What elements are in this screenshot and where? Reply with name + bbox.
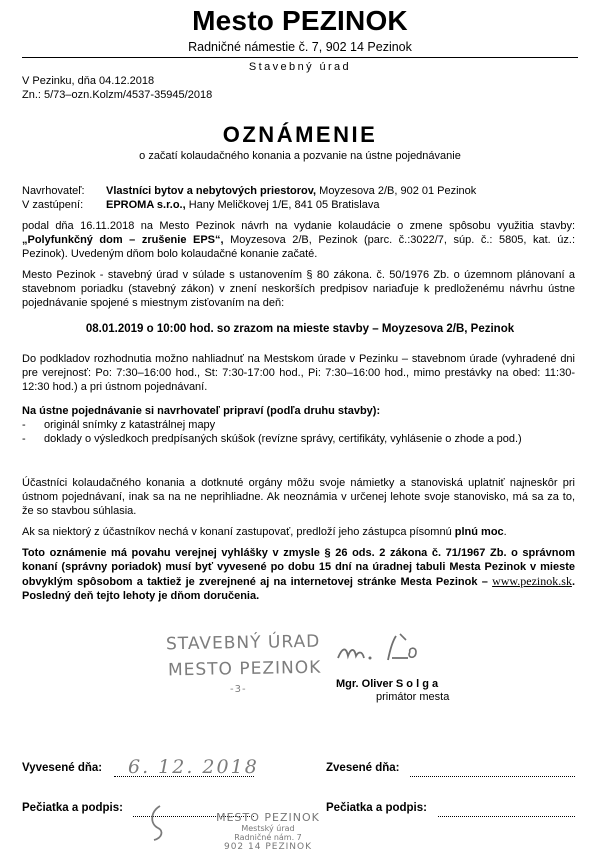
- municipality-stamp-line2: Mestský úrad: [241, 824, 295, 833]
- paragraph-application-text-end: Moyzesova 2/B, Pezinok (parc. č.:3022/7, súp. č.: 5805, kat. úz.: Pezinok). Uvedeným dňom bolo kolaudačné konanie začaté.: [22, 234, 576, 260]
- representative-name: EPROMA s.r.o.,: [106, 199, 186, 211]
- paragraph-legal-basis: Mesto Pezinok - stavebný úrad v súlade s ustanovením § 80 zákona. č. 50/1976 Zb. o územnom plánovaní a stavebnom poriadku (stavebný zákon) v znení neskorších predpisov nariaďuje k predloženému návrhu ústne pojednávanie spojené s miestnym zisťovaním na deň:: [22, 269, 575, 309]
- reference-number: Zn.: 5/73–ozn.Kolzm/4537-35945/2018: [22, 89, 213, 101]
- posted-date-handwritten: 6. 12. 2018: [128, 756, 259, 778]
- office-stamp-line1: STAVEBNÝ ÚRAD: [165, 631, 321, 655]
- municipality-stamp: [214, 807, 322, 851]
- posting-signature-icon: [140, 798, 200, 842]
- header-divider: [22, 57, 578, 58]
- paragraph-representation-text: Ak sa niektorý z účastníkov nechá v konaní zastupovať, predloží jeho zástupca písomnú: [22, 526, 455, 538]
- date-line: V Pezinku, dňa 04.12.2018: [22, 75, 155, 87]
- website-link[interactable]: www.pezinok.sk: [492, 574, 572, 588]
- representative-row: [22, 198, 380, 212]
- office-stamp-line3: -3-: [230, 684, 247, 695]
- representative-label: V zastúpení:: [22, 199, 84, 211]
- requirements-heading: Na ústne pojednávanie si navrhovateľ pripraví (podľa druhu stavby):: [22, 405, 381, 417]
- municipality-title: Mesto PEZINOK: [192, 5, 408, 36]
- stamp-signature-label-right: Pečiatka a podpis:: [326, 802, 427, 814]
- paragraph-application: [22, 219, 575, 261]
- paragraph-representation-end: .: [503, 526, 507, 538]
- notice-subtitle: o začatí kolaudačného konania a pozvanie na ústne pojednávanie: [139, 150, 461, 162]
- mayor-title: primátor mesta: [376, 691, 450, 703]
- office-stamp-line2: MESTO PEZINOK: [167, 657, 322, 681]
- representative-address: Hany Meličkovej 1/E, 841 05 Bratislava: [185, 199, 380, 211]
- applicant-label: Navrhovateľ:: [22, 185, 85, 197]
- building-name: „Polyfunkčný dom – zrušenie EPS“,: [22, 234, 224, 246]
- requirement-item: - doklady o výsledkoch predpísaných skúšok (revízne správy, certifikáty, vyhlásenie o zhode a pod.): [22, 432, 575, 446]
- paragraph-application-text: podal dňa 16.11.2018 na Mesto Pezinok návrh na vydanie kolaudácie o zmene spôsobu využitia stavby:: [22, 220, 575, 232]
- notice-title: OZNÁMENIE: [222, 122, 378, 147]
- applicant-name: Vlastníci bytov a nebytových priestorov,: [106, 185, 317, 197]
- power-of-attorney: plnú moc: [454, 526, 504, 538]
- meeting-date-place: 08.01.2019 o 10:00 hod. so zrazom na mieste stavby – Moyzesova 2/B, Pezinok: [85, 323, 515, 335]
- municipality-stamp-line1: MESTO PEZINOK: [216, 811, 320, 824]
- stamp-signature-label-left: Pečiatka a podpis:: [22, 802, 123, 814]
- requirements-section: [22, 404, 575, 446]
- paragraph-documents-access: Do podkladov rozhodnutia možno nahliadnuť na Mestskom úrade v Pezinku – stavebnom úrade (vyhradené dni pre verejnosť: Po: 7:30–16:00 hod., St: 7:30-17:00 hod., Pi: 7:30–16:00 hod., mimo prestávky na obed: 11:30-12:30 hod.) a pri ústnom pojednávaní.: [22, 353, 575, 393]
- public-notice-text-end: . Posledný deň tejto lehoty je dňom doručenia.: [22, 576, 575, 602]
- paragraph-objections: Účastníci kolaudačného konania a dotknuté orgány môžu svoje námietky a stanoviská uplatniť najneskôr pri ústnom pojednávaní, inak sa na ne neprihliadne. Ak neoznámia v určenej lehote svoje stanovisko, má sa za to, že so stavbou súhlasia.: [22, 477, 575, 517]
- applicant-address: Moyzesova 2/B, 902 01 Pezinok: [316, 185, 477, 197]
- municipality-stamp-line4: 902 14 PEZINOK: [223, 842, 312, 852]
- stamp-signature-line-right: [438, 816, 575, 817]
- public-notice-text: Toto oznámenie má povahu verejnej vyhlášky v zmysle § 26 ods. 2 zákona č. 71/1967 Zb. o správnom konaní (správny poriadok) musí byť vyvesené po dobu 15 dní na úradnej tabuli Mesta Pezinok v mieste obvyklým spôsobom a taktiež je zverejnené aj na internetovej stránke Mesta Pezinok –: [22, 547, 575, 588]
- paragraph-public-notice: [22, 546, 575, 603]
- requirements-list: [22, 418, 575, 446]
- removed-date-line: [410, 776, 575, 777]
- office-name: Stavebný úrad: [248, 61, 352, 73]
- municipality-address: Radničné námestie č. 7, 902 14 Pezinok: [188, 40, 412, 54]
- mayor-name: Mgr. Oliver S o l g a: [336, 678, 439, 690]
- municipality-stamp-line3: Radničné nám. 7: [234, 833, 302, 842]
- posted-label: Vyvesené dňa:: [22, 762, 103, 774]
- applicant-row: [22, 184, 476, 198]
- removed-label: Zvesené dňa:: [326, 762, 400, 774]
- mayor-signature-icon: [330, 628, 440, 668]
- requirement-item: - originál snímky z katastrálnej mapy: [22, 418, 575, 432]
- paragraph-representation: [22, 525, 575, 539]
